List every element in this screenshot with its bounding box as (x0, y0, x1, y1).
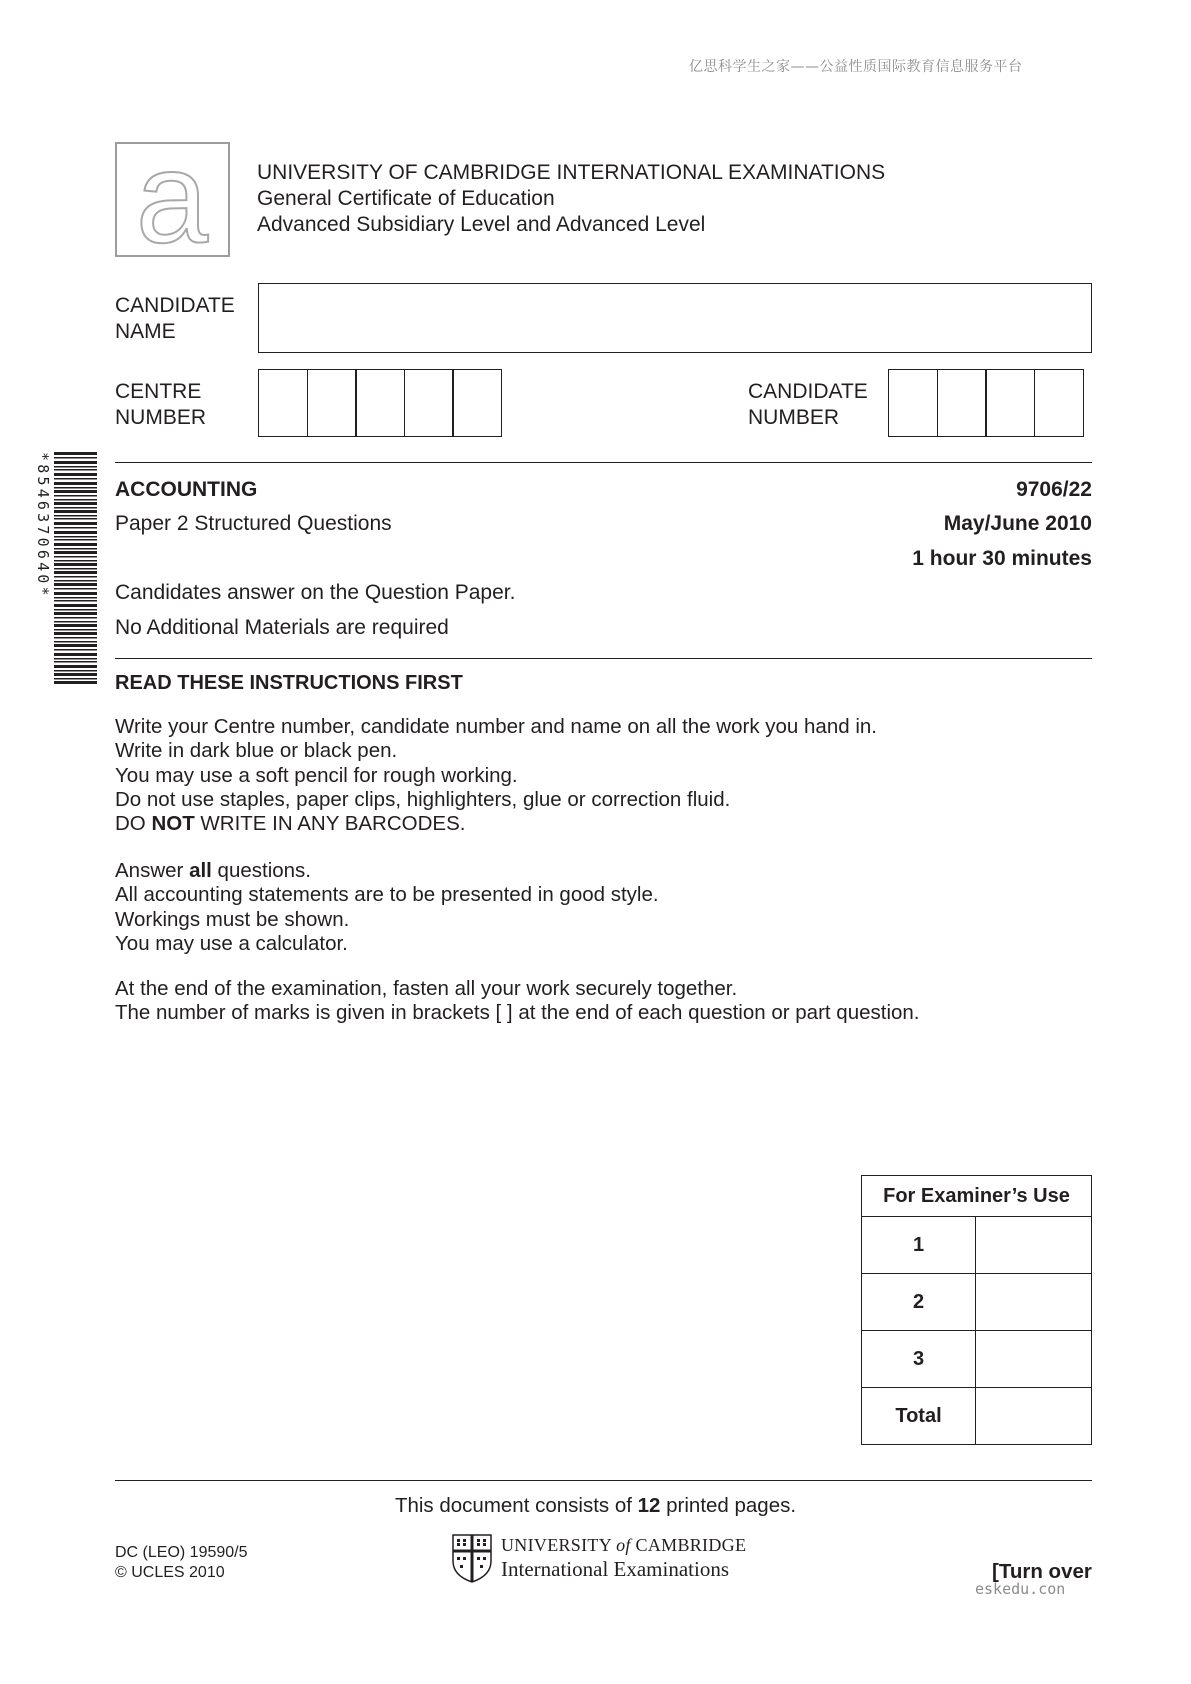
table-row (862, 1331, 1092, 1388)
question-number-cell: 1 (862, 1217, 976, 1274)
centre-number-cell[interactable] (258, 369, 308, 437)
page-count-number: 12 (637, 1494, 661, 1517)
instructions-block-2 (115, 859, 659, 956)
paper-code: 9706/22 (1016, 478, 1092, 501)
page-count-text: This document consists of (394, 1494, 638, 1517)
divider-footer (115, 1480, 1092, 1481)
candidate-number-label (748, 379, 868, 431)
candidate-number-label-line1: CANDIDATE (748, 380, 868, 403)
page-count-note (0, 1494, 1191, 1518)
barcode-text: *8546370640* (34, 452, 52, 599)
instruction-text: Answer (115, 859, 190, 882)
barcode-digits (36, 452, 52, 684)
document-code: DC (LEO) 19590/5 (115, 1544, 248, 1561)
exam-session: May/June 2010 (943, 512, 1092, 535)
level: Advanced Subsidiary Level and Advanced Level (257, 213, 706, 236)
turn-over-note: [Turn over (992, 1560, 1092, 1583)
divider-middle (115, 658, 1092, 659)
examiner-table-heading: For Examiner’s Use (862, 1176, 1092, 1217)
instructions-block-1 (115, 715, 877, 836)
centre-number-field[interactable] (258, 369, 502, 437)
materials-note: No Additional Materials are required (115, 616, 449, 639)
table-row (862, 1388, 1092, 1445)
watermark-bottom: eskedu.con (975, 1580, 1066, 1598)
candidate-name-label-line2: NAME (115, 320, 176, 343)
candidate-number-cell[interactable] (985, 369, 1035, 437)
instruction-line: You may use a calculator. (115, 931, 348, 955)
instructions-block-3 (115, 977, 920, 1026)
answer-location-note: Candidates answer on the Question Paper. (115, 581, 516, 604)
table-row (862, 1274, 1092, 1331)
centre-number-cell[interactable] (404, 369, 454, 437)
candidate-number-label-line2: NUMBER (748, 406, 840, 429)
candidate-number-cell[interactable] (1034, 369, 1084, 437)
ucie-wordmark-line1 (501, 1535, 746, 1556)
centre-number-cell[interactable] (452, 369, 502, 437)
qualification: General Certificate of Education (257, 187, 555, 210)
ucie-wordmark (501, 1535, 746, 1582)
instruction-line-barcodes (115, 812, 877, 836)
divider-top (115, 462, 1092, 463)
candidate-name-label (115, 293, 235, 345)
candidate-name-field[interactable] (258, 283, 1092, 353)
centre-number-label-line1: CENTRE (115, 380, 202, 403)
cambridge-a-logo (115, 142, 230, 257)
question-number-cell: 3 (862, 1331, 976, 1388)
instruction-line-answer (115, 859, 659, 883)
instruction-line: Do not use staples, paper clips, highlighters, glue or correction fluid. (115, 787, 731, 811)
logo-glyph: a (135, 144, 209, 255)
instruction-line: Write in dark blue or black pen. (115, 739, 398, 763)
instruction-line: You may use a soft pencil for rough working. (115, 763, 518, 787)
page-count-text: printed pages. (660, 1494, 797, 1517)
centre-number-cell[interactable] (355, 369, 405, 437)
wordmark-text: UNIVERSITY (501, 1535, 617, 1555)
instruction-line: At the end of the examination, fasten all your work securely together. (115, 977, 738, 1000)
instruction-line: The number of marks is given in brackets [ ] at the end of each question or part question. (115, 1001, 920, 1025)
paper-title: Paper 2 Structured Questions (115, 512, 392, 535)
centre-number-label-line2: NUMBER (115, 406, 207, 429)
instruction-emphasis: NOT (151, 812, 195, 836)
candidate-number-cell[interactable] (888, 369, 938, 437)
instructions-heading: READ THESE INSTRUCTIONS FIRST (115, 672, 463, 694)
mark-cell[interactable] (976, 1274, 1092, 1331)
candidate-name-label-line1: CANDIDATE (115, 294, 235, 317)
ucie-wordmark-line2: International Examinations (501, 1557, 730, 1581)
total-mark-cell[interactable] (976, 1388, 1092, 1445)
instruction-emphasis: all (189, 859, 212, 882)
centre-number-label (115, 379, 206, 431)
table-row (862, 1217, 1092, 1274)
watermark-top: 亿思科学生之家——公益性质国际教育信息服务平台 (689, 59, 1023, 75)
total-label-cell: Total (862, 1388, 976, 1445)
mark-cell[interactable] (976, 1217, 1092, 1274)
instruction-line: Write your Centre number, candidate number and name on all the work you hand in. (115, 715, 877, 738)
examiner-use-table (861, 1175, 1092, 1445)
question-number-cell: 2 (862, 1274, 976, 1331)
candidate-number-cell[interactable] (937, 369, 987, 437)
instruction-line: Workings must be shown. (115, 907, 350, 931)
instruction-line: All accounting statements are to be presented in good style. (115, 883, 659, 907)
candidate-number-field[interactable] (888, 369, 1084, 437)
barcode (54, 452, 97, 684)
wordmark-italic: of (616, 1535, 631, 1555)
instruction-text: questions. (211, 859, 312, 882)
instruction-text: DO (115, 812, 152, 836)
mark-cell[interactable] (976, 1331, 1092, 1388)
subject-title: ACCOUNTING (115, 478, 258, 501)
wordmark-text: CAMBRIDGE (630, 1535, 747, 1555)
exam-duration: 1 hour 30 minutes (912, 547, 1092, 570)
instruction-text: WRITE IN ANY BARCODES. (194, 812, 466, 836)
crest-icon (451, 1533, 493, 1583)
exam-board-header (257, 160, 885, 238)
exam-board-name: UNIVERSITY OF CAMBRIDGE INTERNATIONAL EXAMINATIONS (257, 161, 886, 184)
centre-number-cell[interactable] (307, 369, 357, 437)
copyright: © UCLES 2010 (115, 1564, 225, 1581)
document-reference (115, 1543, 248, 1583)
